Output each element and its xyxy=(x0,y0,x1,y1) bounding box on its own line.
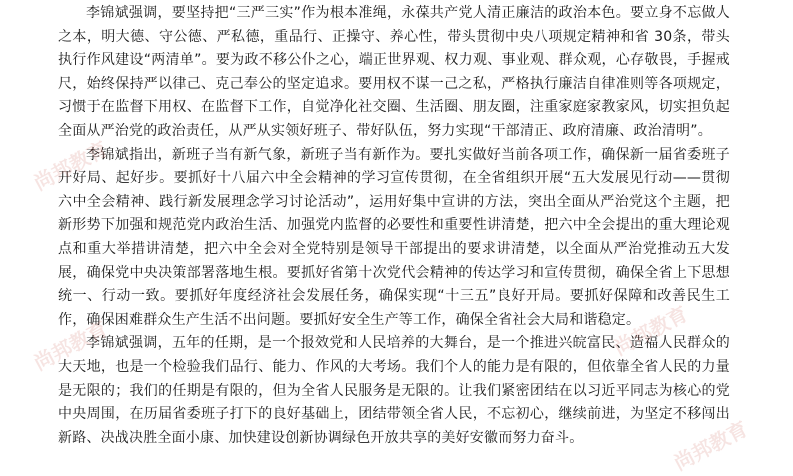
watermark: 尚邦教育 xyxy=(29,316,112,376)
article-paragraph: 李锦斌强调，五年的任期，是一个报效党和人民培养的大舞台，是一个推进兴皖富民、造福人民群众的大天地，也是一个检验我们品行、能力、作风的大考场。我们个人的能力是有限的，但依靠全省人民的力量是无限的；我们的任期是有限的，但为全省人民服务是无限的。让我们紧密团结在以习近平同志为核心的党中央周围，在历届省委班子打下的良好基础上，团结带领全省人民，不忘初心，继续前进，为坚定不移闯出新路、决战决胜全面小康、加快建设创新协调绿色开放共享的美好安徽而努力奋斗。 xyxy=(58,335,730,446)
article-paragraph: 李锦斌指出，新班子当有新气象，新班子当有新作为。要扎实做好当前各项工作，确保新一届省委班子开好局、起好步。要抓好十八届六中全会精神的学习宣传贯彻，在全省组织开展“五大发展见行动——贯彻六中全会精神、践行新发展理念学习讨论活动”，运用好集中宣讲的方法，突出全面从严治党这个主题，把新形势下加强和规范党内政治生活、加强党内监督的必要性和重要性讲清楚，把六中全会提出的重大理论观点和重大举措讲清楚，把六中全会对全党特别是领导干部提出的要求讲清楚，以全面从严治党推动五大发展，确保党中央决策部署落地生根。要抓好省第十次党代会精神的传达学习和宣传贯彻，确保全省上下思想统一、行动一致。要抓好年度经济社会发展任务，确保实现“十三五”良好开局。要抓好保障和改善民生工作，确保困难群众生产生活不出问题。要抓好安全生产等工作，确保全省社会大局和谐稳定。 xyxy=(58,146,730,328)
article-body xyxy=(58,2,730,450)
watermark: 尚邦教育 xyxy=(29,136,112,196)
watermark: 尚邦教育 xyxy=(609,301,692,361)
article-paragraph: 李锦斌强调，要坚持把“三严三实”作为根本准绳，永葆共产党人清正廉洁的政治本色。要立身不忘做人之本，明大德、守公德、严私德，重品行、正操守、养心性，带头贯彻中央八项规定精神和省 30条，带头执行作风建设“两清单”。要为政不移公仆之心，端正世界观、权力观、事业观、群众观，心存敬畏，手握戒尺，始终保持严以律己、克己奉公的坚定追求。要用权不谋一己之私，严格执行廉洁自律准则等各项规定，习惯于在监督下用权、在监督下工作，自觉净化社交圈、生活圈、朋友圈，注重家庭家教家风，切实担负起全面从严治党的政治责任，从严从实领好班子、带好队伍，努力实现“干部清正、政府清廉、政治清明”。 xyxy=(58,5,730,139)
watermark: 尚邦教育 xyxy=(669,416,752,476)
